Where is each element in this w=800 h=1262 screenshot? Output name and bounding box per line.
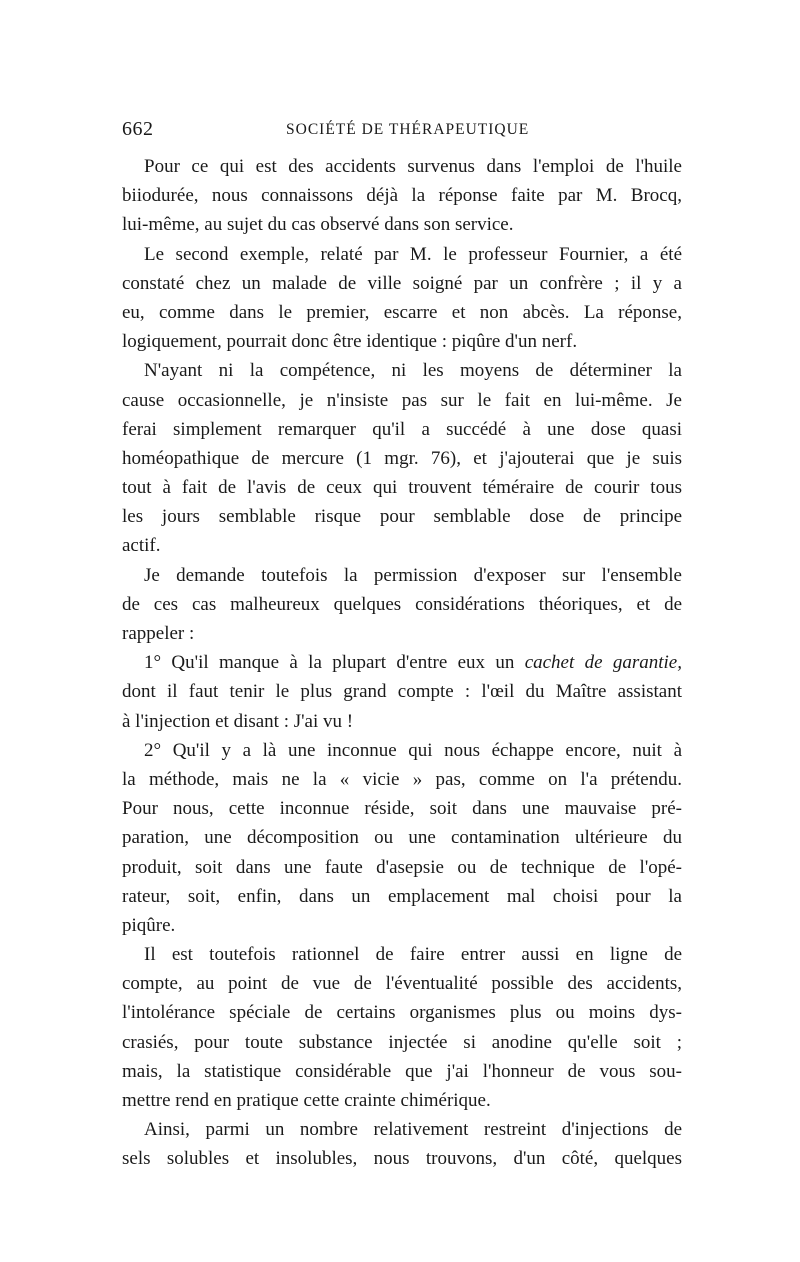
text-line: la méthode, mais ne la « vicie » pas, comme on l'a prétendu. (122, 768, 682, 790)
text-line: Pour ce qui est des accidents survenus dans l'emploi de l'huile (144, 156, 682, 177)
text-line (122, 648, 682, 677)
text-line: piqûre. (122, 914, 176, 936)
text-segment: 1° Qu'il manque à la plupart d'entre eux un (144, 652, 525, 674)
text-line: paration, une décomposition ou une contamination ultérieure du (122, 827, 682, 849)
text-line: logiquement, pourrait donc être identique : piqûre d'un nerf. (122, 331, 578, 353)
text-line: l'intolérance spéciale de certains organismes plus ou moins dys- (122, 1002, 682, 1024)
text-line: mais, la statistique considérable que j'ai l'honneur de vous sou- (122, 1060, 682, 1082)
text-line: actif. (122, 535, 161, 557)
text-line: Pour nous, cette inconnue réside, soit dans une mauvaise pré- (122, 798, 682, 820)
text-line: Le second exemple, relaté par M. le professeur Fournier, a été (144, 243, 682, 265)
page-number: 662 (122, 118, 154, 140)
text-line: eu, comme dans le premier, escarre et non abcès. La réponse, (122, 301, 682, 323)
text-line: rateur, soit, enfin, dans un emplacement mal choisi pour la (122, 885, 682, 907)
text-line: les jours semblable risque pour semblable dose de principe (122, 506, 682, 528)
text-line: lui-même, au sujet du cas observé dans son service. (122, 214, 514, 236)
text-line: biiodurée, nous connaissons déjà la réponse faite par M. Brocq, (122, 185, 682, 207)
text-line: sels solubles et insolubles, nous trouvons, d'un côté, quelques (122, 1148, 682, 1170)
text-line: produit, soit dans une faute d'asepsie ou de technique de l'opé- (122, 856, 682, 878)
text-line: rappeler : (122, 623, 195, 644)
text-line: Je demande toutefois la permission d'exposer sur l'ensemble (144, 564, 682, 586)
text-line: tout à fait de l'avis de ceux qui trouvent téméraire de courir tous (122, 477, 682, 499)
text-line: Il est toutefois rationnel de faire entrer aussi en ligne de (144, 944, 682, 966)
text-line: constaté chez un malade de ville soigné par un confrère ; il y a (122, 272, 682, 294)
text-line: 2° Qu'il y a là une inconnue qui nous échappe encore, nuit à (144, 739, 682, 761)
text-line: cause occasionnelle, je n'insiste pas sur le fait en lui-même. Je (122, 389, 682, 411)
text-line: dont il faut tenir le plus grand compte : l'œil du Maître assistant (122, 681, 682, 703)
body-text (122, 152, 682, 1174)
text-line: Ainsi, parmi un nombre relativement restreint d'injections de (144, 1119, 682, 1141)
text-line: crasiés, pour toute substance injectée si anodine qu'elle soit ; (122, 1031, 682, 1053)
text-line: à l'injection et disant : J'ai vu ! (122, 710, 354, 732)
text-line: compte, au point de vue de l'éventualité possible des accidents, (122, 973, 682, 995)
italic-phrase: cachet de garantie, (524, 652, 682, 674)
text-line: mettre rend en pratique cette crainte chimérique. (122, 1090, 491, 1111)
text-line: N'ayant ni la compétence, ni les moyens de déterminer la (144, 360, 682, 382)
running-title: SOCIÉTÉ DE THÉRAPEUTIQUE (286, 121, 530, 138)
running-head (122, 118, 682, 142)
text-line: homéopathique de mercure (1 mgr. 76), et j'ajouterai que je suis (122, 447, 682, 469)
text-line: ferai simplement remarquer qu'il a succédé à une dose quasi (122, 418, 682, 440)
text-line: de ces cas malheureux quelques considérations théoriques, et de (122, 593, 682, 615)
